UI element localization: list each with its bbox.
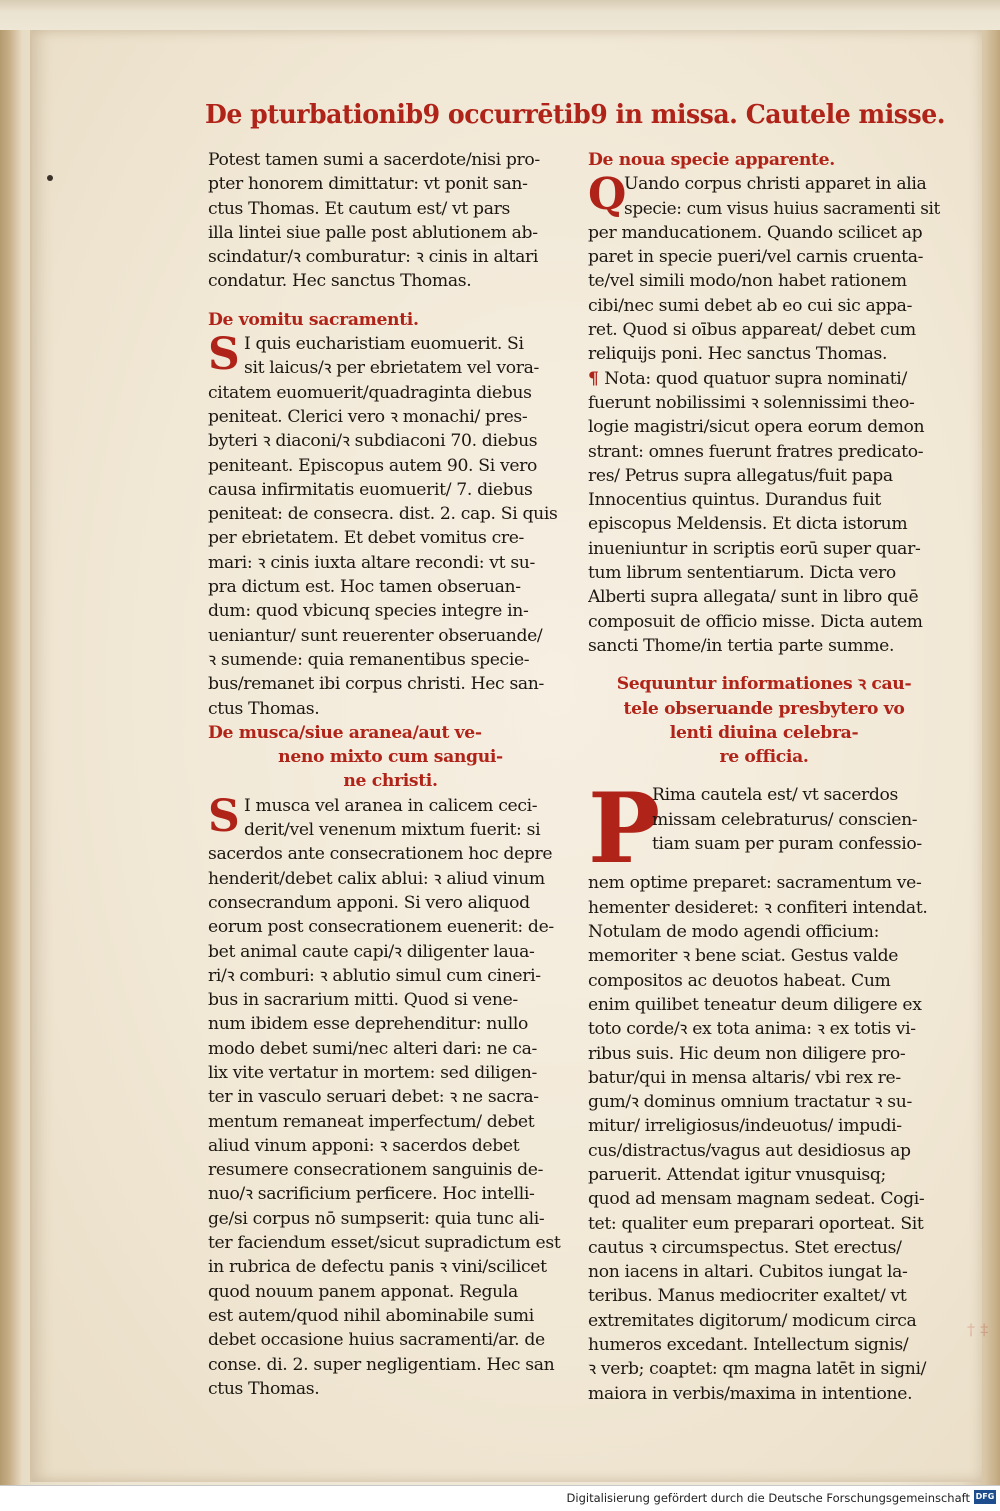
text-line: byteri ꝛ diaconi/ꝛ subdiaconi 70. diebus [208,431,538,452]
drop-initial: S [208,332,240,381]
footer-credit: Digitalisierung gefördert durch die Deutsche Forschungsgemeinschaft [566,1491,970,1505]
paragraph-opening [208,332,573,381]
text-line: sacerdos ante consecrationem hoc depre [208,844,553,865]
text-line: ꝛ sumende: quia remanentibus specie- [208,649,530,670]
text-line: peniteat. Clerici vero ꝛ monachi/ pres- [208,406,528,427]
text-line: nuo/ꝛ sacrificium perficere. Hoc intelli- [208,1184,535,1205]
text-line: mentum remaneat imperfectum/ debet [208,1111,535,1132]
bleed-through-mark: † ‡ [967,1320,989,1339]
text-line: mari: ꝛ cinis iuxta altare recondi: vt su- [208,552,535,573]
text-line: cibi/nec sumi debet ab eo cui sic appa- [588,295,913,316]
text-line: quod nouum panem apponat. Regula [208,1281,518,1302]
nota-line [588,367,940,391]
spacer [208,294,573,308]
text-line: Rima cautela est/ vt sacerdos [652,785,899,806]
text-line: ge/si corpus nō sumpserit: quia tunc ali- [208,1208,545,1229]
rubric-heading: De vomitu sacramenti. [208,309,419,330]
text-line: quod ad mensam magnam sedeat. Cogi- [588,1189,925,1210]
text-line: maiora in verbis/maxima in intentione. [588,1383,913,1404]
large-drop-initial: P [588,783,660,872]
text-line: te/vel simili modo/non habet rationem [588,271,907,292]
left-column [208,148,573,1401]
rubric-heading: tele obseruande presbytero vo [623,698,905,719]
text-line: tum librum sententiarum. Dicta vero [588,563,896,584]
text-line: est autem/quod nihil abominabile sumi [208,1305,534,1326]
text-line: fuerunt nobilissimi ꝛ solennissimi theo- [588,392,915,413]
drop-initial: Q [588,172,626,221]
text-line: I musca vel aranea in calicem ceci- [244,795,538,816]
text-line: Alberti supra allegata/ sunt in libro quē [588,587,919,608]
text-line: Innocentius quintus. Durandus fuit [588,490,881,511]
text-line: ter faciendum esset/sicut supradictum est [208,1233,561,1254]
dfg-logo: DFG [974,1490,996,1504]
drop-initial: S [208,793,240,842]
text-line: inueniuntur in scriptis eorū super quar- [588,538,921,559]
rubric-heading: neno mixto cum sangui- [278,747,503,768]
text-line: debet occasione huius sacramenti/ar. de [208,1330,545,1351]
text-line: causa infirmitatis euomuerit/ 7. diebus [208,479,533,500]
text-line: bus in sacrarium mitti. Quod si vene- [208,990,518,1011]
text-line: Notulam de modo agendi officium: [588,922,880,943]
text-line: per ebrietatem. Et debet vomitus cre- [208,528,524,549]
text-line: condatur. Hec sanctus Thomas. [208,271,472,292]
footer-bar [0,1485,1000,1511]
text-line: eorum post consecrationem euenerit: de- [208,917,554,938]
rubric-heading: Sequuntur informationes ꝛ cau- [616,674,912,695]
text-line: enim quilibet teneatur deum diligere ex [588,994,922,1015]
paragraph-opening [588,783,940,871]
text-line: scindatur/ꝛ comburatur: ꝛ cinis in altari [208,247,538,268]
text-line: I quis eucharistiam euomuerit. Si [244,334,524,355]
rubric-heading: De noua specie apparente. [588,150,835,170]
text-line: ctus Thomas. [208,1378,320,1399]
rubric-heading: ne christi. [343,771,438,792]
pilcrow-icon: ¶ [588,368,605,389]
text-line: hementer desideret: ꝛ confiteri intendat. [588,897,928,918]
page-header: De pturbationib9 occurrētib9 in missa. Cautele misse. [205,100,946,130]
text-line: gum/ꝛ dominus omnium tractatur ꝛ su- [588,1092,912,1113]
text-line: Uando corpus christi apparet in alia [624,174,927,195]
text-line: specie: cum visus huius sacramenti sit [624,198,940,219]
text-line: sancti Thome/in tertia parte summe. [588,635,895,656]
text-line: sit laicus/ꝛ per ebrietatem vel vora- [244,358,539,379]
text-line: episcopus Meldensis. Et dicta istorum [588,514,908,535]
nota-text: Nota: quod quatuor supra nominati/ [604,368,907,389]
text-line: lix vite vertatur in mortem: sed diligen- [208,1062,537,1083]
text-line: modo debet sumi/nec alteri dari: ne ca- [208,1038,537,1059]
text-line: teribus. Manus mediocriter exaltet/ vt [588,1286,907,1307]
text-line: num ibidem esse deprehenditur: nullo [208,1014,528,1035]
text-line: logie magistri/sicut opera eorum demon [588,417,925,438]
ink-speck [47,175,53,181]
text-line: ri/ꝛ comburi: ꝛ ablutio simul cum cineri- [208,965,541,986]
text-line: extremitates digitorum/ modicum circa [588,1310,917,1331]
text-line: non iacens in altari. Cubitos iungat la- [588,1262,908,1283]
text-line: paruerit. Attendat igitur vnusquisq; [588,1164,886,1185]
text-line: ueniantur/ sunt reuerenter obseruande/ [208,625,543,646]
text-line: ret. Quod si oībus appareat/ debet cum [588,320,916,341]
text-line: res/ Petrus supra allegatus/fuit papa [588,465,893,486]
right-column [588,148,940,1406]
text-line: ctus Thomas. [208,698,320,719]
spacer [588,769,940,783]
text-line: batur/qui in mensa altaris/ vbi rex re- [588,1067,901,1088]
text-line: composuit de officio misse. Dicta autem [588,611,923,632]
text-line: strant: omnes fuerunt fratres predicato- [588,441,924,462]
text-line: citatem euomuerit/quadraginta diebus [208,382,532,403]
text-line: dum: quod vbicunq species integre in- [208,601,529,622]
text-line: ter in vasculo seruari debet: ꝛ ne sacra- [208,1087,539,1108]
text-line: conse. di. 2. super negligentiam. Hec san [208,1354,555,1375]
text-line: memoriter ꝛ bene sciat. Gestus valde [588,946,899,967]
text-line: henderit/debet calix ablui: ꝛ aliud vinum [208,868,545,889]
text-line: bet animal caute capi/ꝛ diligenter laua- [208,941,535,962]
rubric-heading: De musca/siue aranea/aut ve- [208,722,482,743]
text-line: consecrandum apponi. Si vero aliquod [208,892,530,913]
text-line: mitur/ irreligiosus/indeuotus/ impudi- [588,1116,902,1137]
text-line: ctus Thomas. Et cautum est/ vt pars [208,198,510,219]
paragraph-opening [588,172,940,221]
text-line: nem optime preparet: sacramentum ve- [588,873,922,894]
text-line: in rubrica de defectu panis ꝛ vini/scilicet [208,1257,547,1278]
rubric-heading: re officia. [719,747,809,768]
book-top-edge [0,0,1000,30]
text-line: tiam suam per puram confessio- [652,834,922,855]
text-line: humeros excedant. Intellectum signis/ [588,1335,909,1356]
text-line: bus/remanet ibi corpus christi. Hec san- [208,674,544,695]
text-line: cus/distractus/vagus aut desidiosus ap [588,1140,911,1161]
spacer [588,658,940,672]
text-line: Potest tamen sumi a sacerdote/nisi pro- [208,150,540,170]
text-line: illa lintei siue palle post ablutionem ab- [208,222,538,243]
text-line: derit/vel venenum mixtum fuerit: si [244,820,541,841]
text-line: per manducationem. Quando scilicet ap [588,222,923,243]
text-line: ribus suis. Hic deum non diligere pro- [588,1043,906,1064]
text-line: peniteant. Episcopus autem 90. Si vero [208,455,537,476]
text-line: reliquijs poni. Hec sanctus Thomas. [588,344,888,365]
text-line: aliud vinum apponi: ꝛ sacerdos debet [208,1135,520,1156]
text-line: paret in specie pueri/vel carnis cruenta- [588,247,924,268]
text-line: compositos ac deuotos habeat. Cum [588,970,891,991]
text-line: peniteat: de consecra. dist. 2. cap. Si quis [208,504,558,525]
text-line: resumere consecrationem sanguinis de- [208,1160,544,1181]
text-line: cautus ꝛ circumspectus. Stet erectus/ [588,1237,902,1258]
text-line: toto corde/ꝛ ex tota anima: ꝛ ex totis vi- [588,1019,916,1040]
rubric-heading: lenti diuina celebra- [669,722,859,743]
text-line: tet: qualiter eum preparari oporteat. Sit [588,1213,924,1234]
text-line: pra dictum est. Hoc tamen obseruan- [208,577,521,598]
text-line: missam celebraturus/ conscien- [652,809,918,830]
text-line: ꝛ verb; coaptet: qm magna latēt in signi/ [588,1359,927,1380]
text-line: pter honorem dimittatur: vt ponit san- [208,174,528,195]
paragraph-opening [208,794,573,843]
